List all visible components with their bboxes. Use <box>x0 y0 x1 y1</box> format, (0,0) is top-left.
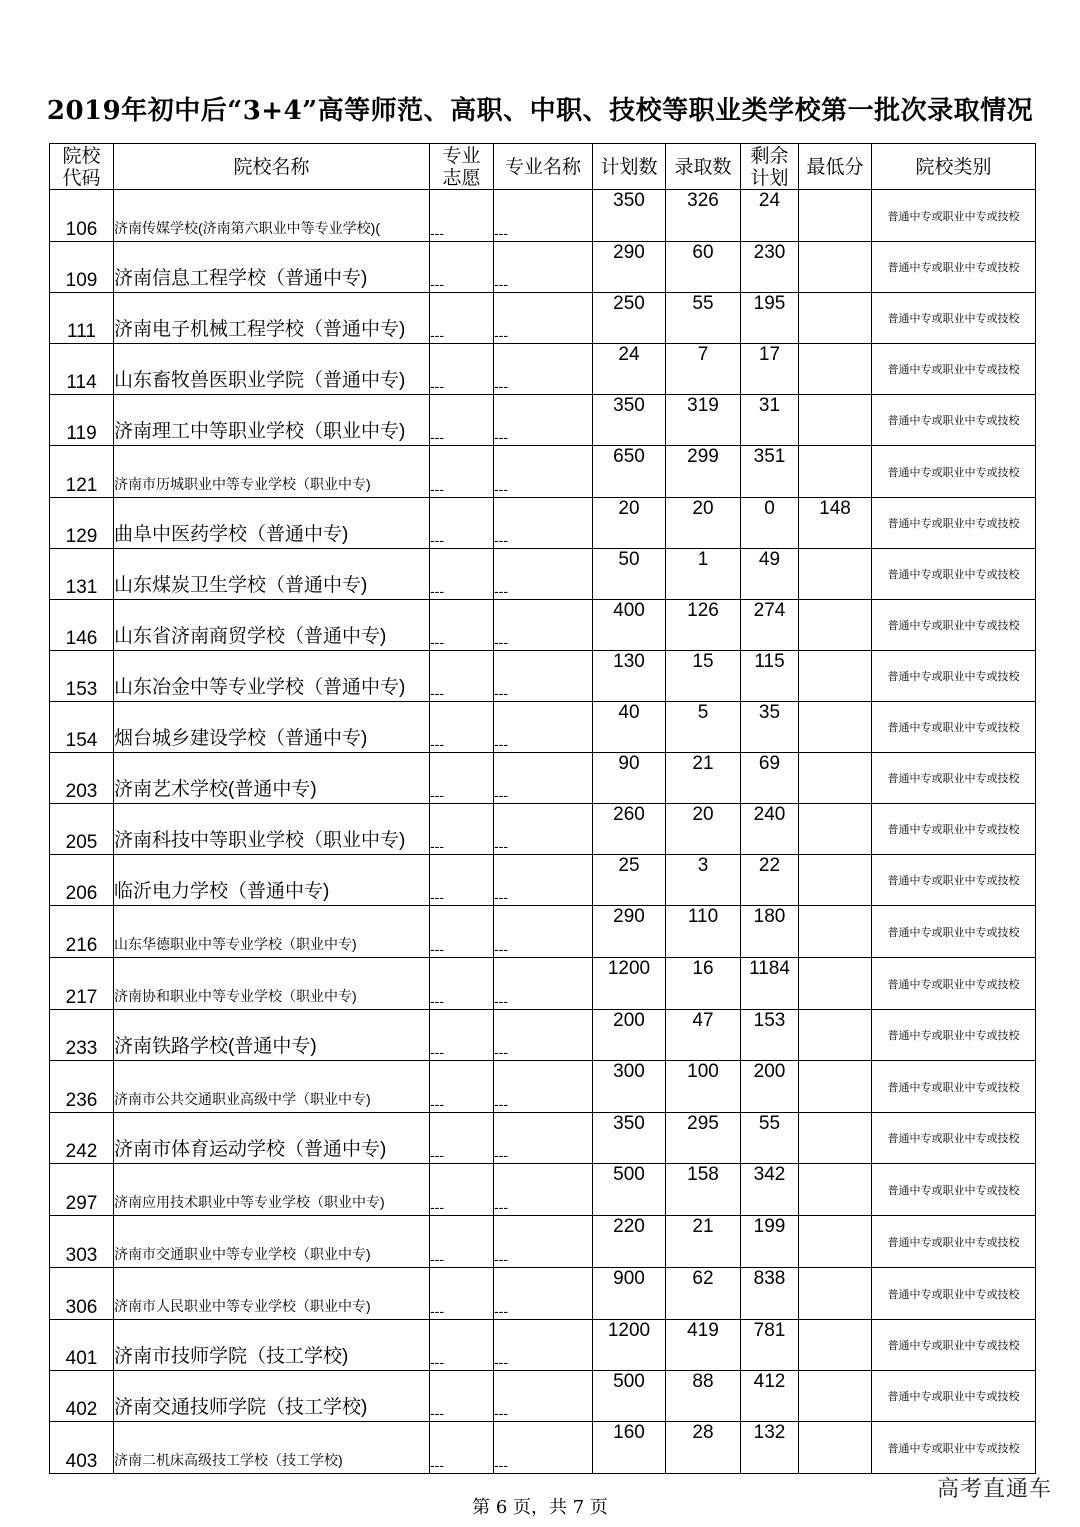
table-row <box>50 446 1036 498</box>
cell-major-pref: --- <box>430 293 494 344</box>
cell-name: 山东省济南商贸学校（普通中专) <box>114 600 430 651</box>
table-row <box>50 600 1036 651</box>
cell-name: 济南铁路学校(普通中专) <box>114 1010 430 1061</box>
cell-category: 普通中专或职业中专或技校 <box>872 1422 1036 1474</box>
cell-name: 曲阜中医药学校（普通中专) <box>114 498 430 549</box>
cell-code: 297 <box>50 1164 114 1216</box>
cell-major-name: --- <box>494 906 593 958</box>
cell-remaining: 199 <box>741 1216 799 1268</box>
cell-category: 普通中专或职业中专或技校 <box>872 855 1036 906</box>
cell-admitted: 158 <box>666 1164 741 1216</box>
cell-plan: 130 <box>593 651 666 702</box>
cell-name: 济南二机床高级技工学校（技工学校) <box>114 1422 430 1474</box>
cell-remaining: 838 <box>741 1268 799 1320</box>
cell-code: 119 <box>50 395 114 446</box>
cell-admitted: 1 <box>666 549 741 600</box>
cell-name: 山东煤炭卫生学校（普通中专) <box>114 549 430 600</box>
cell-min-score <box>799 344 872 395</box>
cell-name: 山东华德职业中等专业学校（职业中专) <box>114 906 430 958</box>
cell-admitted: 126 <box>666 600 741 651</box>
cell-code: 233 <box>50 1010 114 1061</box>
cell-plan: 300 <box>593 1061 666 1113</box>
cell-code: 303 <box>50 1216 114 1268</box>
cell-major-pref: --- <box>430 702 494 753</box>
cell-major-name: --- <box>494 498 593 549</box>
cell-plan: 290 <box>593 242 666 293</box>
cell-admitted: 5 <box>666 702 741 753</box>
table-row <box>50 1164 1036 1216</box>
cell-major-name: --- <box>494 1216 593 1268</box>
cell-plan: 260 <box>593 804 666 855</box>
cell-major-name: --- <box>494 395 593 446</box>
cell-remaining: 274 <box>741 600 799 651</box>
table-body <box>50 190 1036 1474</box>
cell-remaining: 412 <box>741 1371 799 1422</box>
cell-category: 普通中专或职业中专或技校 <box>872 1320 1036 1371</box>
cell-code: 306 <box>50 1268 114 1320</box>
cell-name: 济南协和职业中等专业学校（职业中专) <box>114 958 430 1010</box>
cell-major-pref: --- <box>430 498 494 549</box>
cell-major-name: --- <box>494 958 593 1010</box>
cell-category: 普通中专或职业中专或技校 <box>872 498 1036 549</box>
cell-admitted: 299 <box>666 446 741 498</box>
cell-admitted: 319 <box>666 395 741 446</box>
cell-major-pref: --- <box>430 804 494 855</box>
cell-code: 153 <box>50 651 114 702</box>
cell-remaining: 132 <box>741 1422 799 1474</box>
cell-admitted: 419 <box>666 1320 741 1371</box>
cell-admitted: 28 <box>666 1422 741 1474</box>
cell-admitted: 295 <box>666 1113 741 1164</box>
cell-name: 济南市交通职业中等专业学校（职业中专) <box>114 1216 430 1268</box>
cell-remaining: 180 <box>741 906 799 958</box>
cell-category: 普通中专或职业中专或技校 <box>872 1216 1036 1268</box>
cell-name: 济南传媒学校(济南第六职业中等专业学校)( <box>114 190 430 242</box>
cell-admitted: 326 <box>666 190 741 242</box>
cell-category: 普通中专或职业中专或技校 <box>872 242 1036 293</box>
table-row <box>50 1113 1036 1164</box>
cell-min-score <box>799 1216 872 1268</box>
cell-plan: 350 <box>593 395 666 446</box>
cell-major-pref: --- <box>430 651 494 702</box>
cell-remaining: 230 <box>741 242 799 293</box>
cell-major-name: --- <box>494 855 593 906</box>
cell-plan: 350 <box>593 1113 666 1164</box>
header-name: 院校名称 <box>114 144 430 190</box>
table-row <box>50 1216 1036 1268</box>
cell-min-score <box>799 1164 872 1216</box>
cell-plan: 1200 <box>593 958 666 1010</box>
cell-code: 217 <box>50 958 114 1010</box>
header-major-pref: 专业志愿 <box>430 144 494 190</box>
cell-code: 206 <box>50 855 114 906</box>
cell-min-score <box>799 804 872 855</box>
cell-major-pref: --- <box>430 1371 494 1422</box>
cell-major-name: --- <box>494 1113 593 1164</box>
cell-admitted: 20 <box>666 804 741 855</box>
cell-category: 普通中专或职业中专或技校 <box>872 1010 1036 1061</box>
table-row <box>50 549 1036 600</box>
cell-admitted: 47 <box>666 1010 741 1061</box>
cell-name: 山东冶金中等专业学校（普通中专) <box>114 651 430 702</box>
cell-major-pref: --- <box>430 600 494 651</box>
cell-min-score <box>799 1061 872 1113</box>
table-row <box>50 1320 1036 1371</box>
cell-min-score <box>799 651 872 702</box>
table-row <box>50 702 1036 753</box>
cell-major-name: --- <box>494 1268 593 1320</box>
cell-plan: 250 <box>593 293 666 344</box>
header-min-score: 最低分 <box>799 144 872 190</box>
table-row <box>50 1371 1036 1422</box>
table-row <box>50 753 1036 804</box>
cell-admitted: 110 <box>666 906 741 958</box>
cell-major-pref: --- <box>430 1268 494 1320</box>
cell-category: 普通中专或职业中专或技校 <box>872 446 1036 498</box>
cell-min-score <box>799 753 872 804</box>
cell-admitted: 55 <box>666 293 741 344</box>
cell-plan: 20 <box>593 498 666 549</box>
cell-remaining: 200 <box>741 1061 799 1113</box>
table-row <box>50 906 1036 958</box>
cell-name: 济南市历城职业中等专业学校（职业中专) <box>114 446 430 498</box>
cell-category: 普通中专或职业中专或技校 <box>872 344 1036 395</box>
cell-min-score <box>799 549 872 600</box>
cell-remaining: 49 <box>741 549 799 600</box>
table-row <box>50 1422 1036 1474</box>
cell-code: 129 <box>50 498 114 549</box>
cell-code: 109 <box>50 242 114 293</box>
admission-table <box>49 143 1036 1474</box>
cell-plan: 200 <box>593 1010 666 1061</box>
cell-plan: 25 <box>593 855 666 906</box>
cell-category: 普通中专或职业中专或技校 <box>872 1268 1036 1320</box>
cell-category: 普通中专或职业中专或技校 <box>872 190 1036 242</box>
page-title: 2019年初中后“3+4”高等师范、高职、中职、技校等职业类学校第一批次录取情况 <box>46 96 1034 126</box>
cell-code: 146 <box>50 600 114 651</box>
cell-code: 131 <box>50 549 114 600</box>
cell-name: 济南市技师学院（技工学校) <box>114 1320 430 1371</box>
table-row <box>50 958 1036 1010</box>
cell-major-name: --- <box>494 753 593 804</box>
cell-major-pref: --- <box>430 906 494 958</box>
cell-category: 普通中专或职业中专或技校 <box>872 549 1036 600</box>
cell-plan: 350 <box>593 190 666 242</box>
cell-major-pref: --- <box>430 958 494 1010</box>
cell-name: 济南市公共交通职业高级中学（职业中专) <box>114 1061 430 1113</box>
cell-plan: 220 <box>593 1216 666 1268</box>
cell-min-score <box>799 190 872 242</box>
cell-major-pref: --- <box>430 753 494 804</box>
cell-plan: 500 <box>593 1371 666 1422</box>
cell-category: 普通中专或职业中专或技校 <box>872 804 1036 855</box>
cell-min-score <box>799 1371 872 1422</box>
cell-code: 236 <box>50 1061 114 1113</box>
cell-major-name: --- <box>494 1164 593 1216</box>
table-row <box>50 242 1036 293</box>
cell-name: 济南科技中等职业学校（职业中专) <box>114 804 430 855</box>
cell-category: 普通中专或职业中专或技校 <box>872 1371 1036 1422</box>
cell-name: 济南电子机械工程学校（普通中专) <box>114 293 430 344</box>
cell-name: 济南市体育运动学校（普通中专) <box>114 1113 430 1164</box>
cell-min-score <box>799 600 872 651</box>
cell-min-score <box>799 702 872 753</box>
cell-major-pref: --- <box>430 1113 494 1164</box>
cell-major-pref: --- <box>430 242 494 293</box>
cell-min-score <box>799 1010 872 1061</box>
cell-category: 普通中专或职业中专或技校 <box>872 293 1036 344</box>
cell-min-score <box>799 958 872 1010</box>
cell-name: 济南市人民职业中等专业学校（职业中专) <box>114 1268 430 1320</box>
cell-remaining: 351 <box>741 446 799 498</box>
cell-major-pref: --- <box>430 1010 494 1061</box>
cell-admitted: 62 <box>666 1268 741 1320</box>
table-row <box>50 395 1036 446</box>
cell-major-name: --- <box>494 344 593 395</box>
cell-plan: 160 <box>593 1422 666 1474</box>
cell-code: 154 <box>50 702 114 753</box>
cell-remaining: 17 <box>741 344 799 395</box>
cell-min-score <box>799 446 872 498</box>
cell-name: 山东畜牧兽医职业学院（普通中专) <box>114 344 430 395</box>
cell-major-name: --- <box>494 446 593 498</box>
header-remaining: 剩余计划 <box>741 144 799 190</box>
table-row <box>50 190 1036 242</box>
cell-min-score <box>799 242 872 293</box>
cell-code: 203 <box>50 753 114 804</box>
cell-category: 普通中专或职业中专或技校 <box>872 906 1036 958</box>
cell-plan: 290 <box>593 906 666 958</box>
cell-major-name: --- <box>494 242 593 293</box>
cell-category: 普通中专或职业中专或技校 <box>872 1164 1036 1216</box>
cell-major-name: --- <box>494 549 593 600</box>
cell-code: 402 <box>50 1371 114 1422</box>
cell-min-score <box>799 1422 872 1474</box>
header-admitted: 录取数 <box>666 144 741 190</box>
cell-category: 普通中专或职业中专或技校 <box>872 702 1036 753</box>
cell-remaining: 35 <box>741 702 799 753</box>
cell-plan: 40 <box>593 702 666 753</box>
cell-code: 106 <box>50 190 114 242</box>
cell-min-score <box>799 293 872 344</box>
cell-plan: 400 <box>593 600 666 651</box>
cell-major-pref: --- <box>430 446 494 498</box>
cell-remaining: 195 <box>741 293 799 344</box>
cell-major-name: --- <box>494 1422 593 1474</box>
cell-min-score <box>799 1320 872 1371</box>
cell-code: 242 <box>50 1113 114 1164</box>
table-row <box>50 498 1036 549</box>
cell-major-pref: --- <box>430 1422 494 1474</box>
cell-category: 普通中专或职业中专或技校 <box>872 600 1036 651</box>
cell-major-name: --- <box>494 651 593 702</box>
table-row <box>50 1061 1036 1113</box>
cell-name: 济南艺术学校(普通中专) <box>114 753 430 804</box>
table-row <box>50 1010 1036 1061</box>
cell-code: 111 <box>50 293 114 344</box>
cell-min-score: 148 <box>799 498 872 549</box>
cell-major-name: --- <box>494 804 593 855</box>
cell-remaining: 781 <box>741 1320 799 1371</box>
cell-remaining: 1184 <box>741 958 799 1010</box>
cell-admitted: 21 <box>666 1216 741 1268</box>
table-row <box>50 804 1036 855</box>
cell-admitted: 21 <box>666 753 741 804</box>
cell-category: 普通中专或职业中专或技校 <box>872 651 1036 702</box>
cell-major-name: --- <box>494 1371 593 1422</box>
cell-admitted: 100 <box>666 1061 741 1113</box>
cell-min-score <box>799 1268 872 1320</box>
cell-category: 普通中专或职业中专或技校 <box>872 395 1036 446</box>
cell-remaining: 55 <box>741 1113 799 1164</box>
cell-code: 216 <box>50 906 114 958</box>
cell-name: 烟台城乡建设学校（普通中专) <box>114 702 430 753</box>
cell-remaining: 240 <box>741 804 799 855</box>
cell-name: 临沂电力学校（普通中专) <box>114 855 430 906</box>
cell-plan: 24 <box>593 344 666 395</box>
cell-plan: 650 <box>593 446 666 498</box>
cell-major-name: --- <box>494 702 593 753</box>
cell-major-name: --- <box>494 293 593 344</box>
cell-major-name: --- <box>494 1061 593 1113</box>
cell-category: 普通中专或职业中专或技校 <box>872 958 1036 1010</box>
cell-remaining: 24 <box>741 190 799 242</box>
cell-remaining: 31 <box>741 395 799 446</box>
cell-plan: 90 <box>593 753 666 804</box>
cell-major-pref: --- <box>430 855 494 906</box>
cell-admitted: 3 <box>666 855 741 906</box>
cell-category: 普通中专或职业中专或技校 <box>872 753 1036 804</box>
cell-major-pref: --- <box>430 395 494 446</box>
header-category: 院校类别 <box>872 144 1036 190</box>
cell-major-pref: --- <box>430 1164 494 1216</box>
cell-major-pref: --- <box>430 344 494 395</box>
cell-name: 济南信息工程学校（普通中专) <box>114 242 430 293</box>
cell-name: 济南应用技术职业中等专业学校（职业中专) <box>114 1164 430 1216</box>
cell-code: 401 <box>50 1320 114 1371</box>
cell-major-pref: --- <box>430 549 494 600</box>
cell-admitted: 88 <box>666 1371 741 1422</box>
cell-major-pref: --- <box>430 1216 494 1268</box>
table-row <box>50 293 1036 344</box>
cell-category: 普通中专或职业中专或技校 <box>872 1061 1036 1113</box>
cell-plan: 1200 <box>593 1320 666 1371</box>
cell-major-name: --- <box>494 600 593 651</box>
page-footer: 第 6 页，共 7 页 <box>472 1497 608 1518</box>
cell-major-name: --- <box>494 1320 593 1371</box>
cell-remaining: 342 <box>741 1164 799 1216</box>
watermark: 高考直通车 <box>936 1477 1052 1502</box>
cell-min-score <box>799 906 872 958</box>
cell-plan: 50 <box>593 549 666 600</box>
cell-plan: 500 <box>593 1164 666 1216</box>
cell-major-pref: --- <box>430 190 494 242</box>
cell-major-name: --- <box>494 1010 593 1061</box>
table-row <box>50 651 1036 702</box>
cell-admitted: 16 <box>666 958 741 1010</box>
cell-admitted: 7 <box>666 344 741 395</box>
cell-major-pref: --- <box>430 1061 494 1113</box>
cell-admitted: 20 <box>666 498 741 549</box>
cell-code: 205 <box>50 804 114 855</box>
cell-code: 114 <box>50 344 114 395</box>
cell-code: 403 <box>50 1422 114 1474</box>
header-code: 院校代码 <box>50 144 114 190</box>
cell-category: 普通中专或职业中专或技校 <box>872 1113 1036 1164</box>
cell-plan: 900 <box>593 1268 666 1320</box>
table-row <box>50 344 1036 395</box>
cell-code: 121 <box>50 446 114 498</box>
cell-remaining: 22 <box>741 855 799 906</box>
cell-admitted: 15 <box>666 651 741 702</box>
header-row <box>50 144 1036 190</box>
cell-remaining: 115 <box>741 651 799 702</box>
header-plan: 计划数 <box>593 144 666 190</box>
cell-min-score <box>799 855 872 906</box>
cell-admitted: 60 <box>666 242 741 293</box>
cell-remaining: 0 <box>741 498 799 549</box>
table-row <box>50 1268 1036 1320</box>
header-major-name: 专业名称 <box>494 144 593 190</box>
cell-name: 济南交通技师学院（技工学校) <box>114 1371 430 1422</box>
cell-major-name: --- <box>494 190 593 242</box>
cell-name: 济南理工中等职业学校（职业中专) <box>114 395 430 446</box>
cell-major-pref: --- <box>430 1320 494 1371</box>
table-row <box>50 855 1036 906</box>
cell-remaining: 69 <box>741 753 799 804</box>
cell-min-score <box>799 395 872 446</box>
cell-remaining: 153 <box>741 1010 799 1061</box>
cell-min-score <box>799 1113 872 1164</box>
